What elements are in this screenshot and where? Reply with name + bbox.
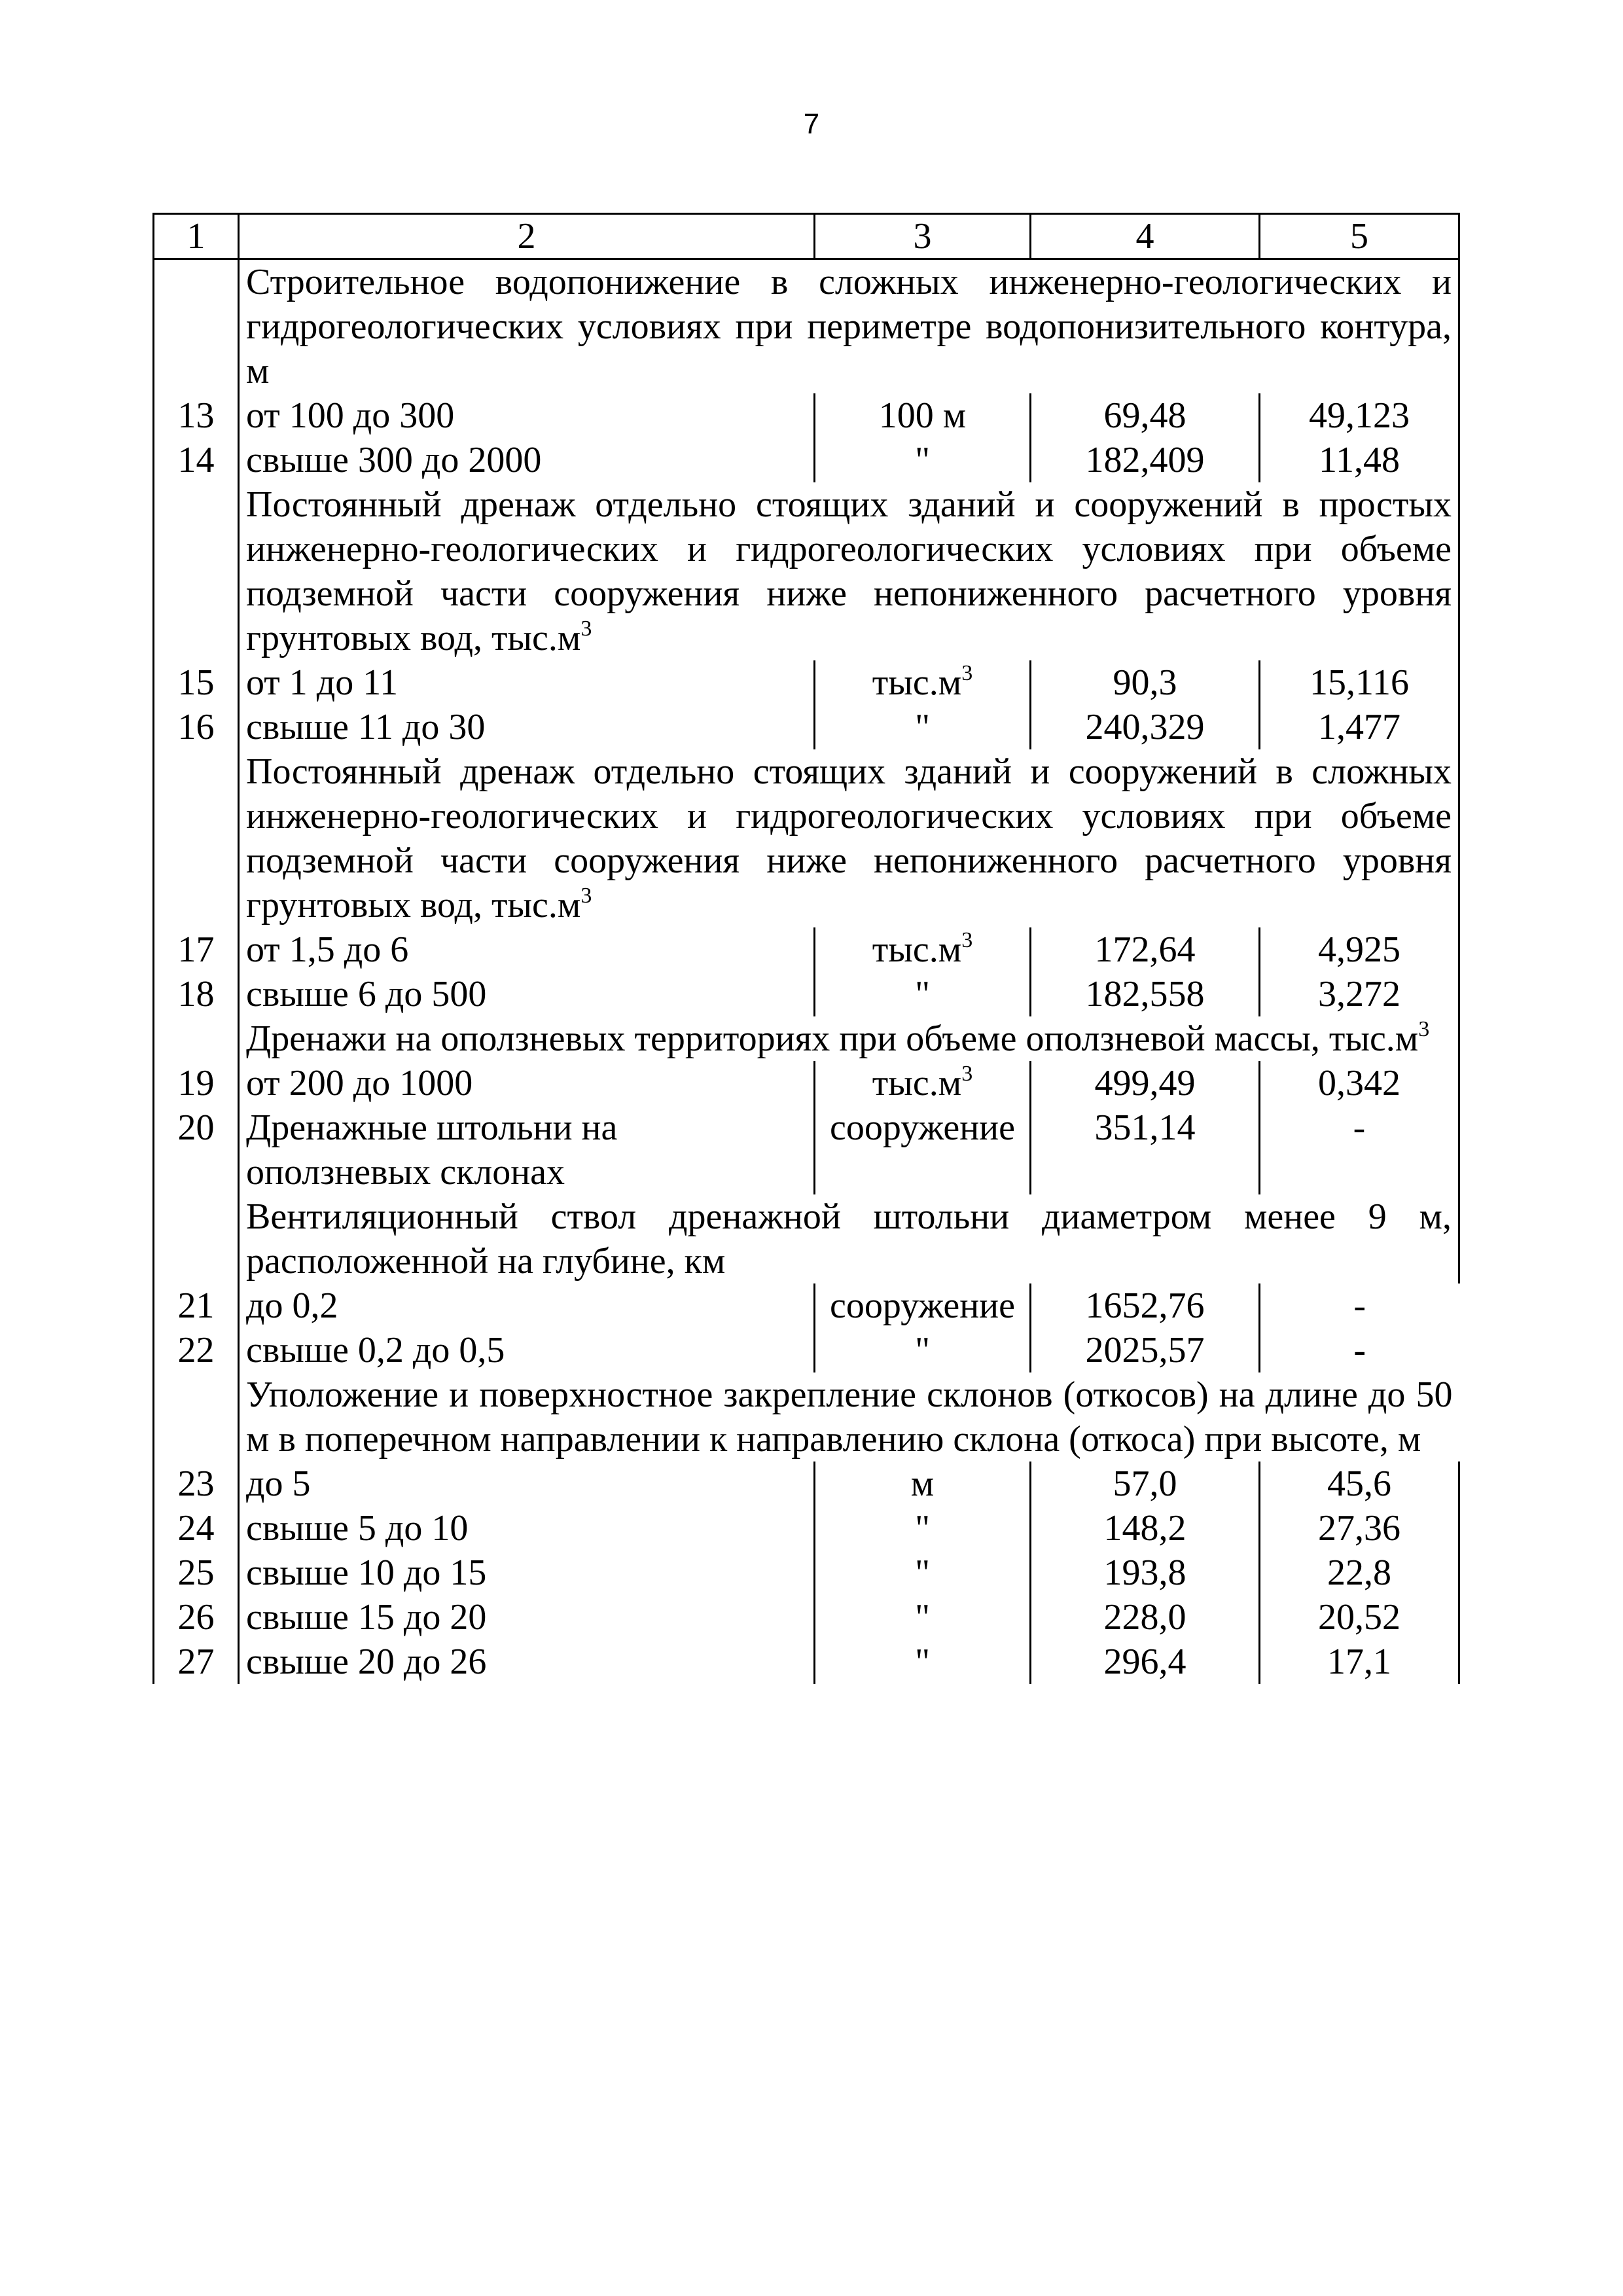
row-number: 27	[154, 1640, 239, 1684]
row-name: до 0,2	[239, 1283, 815, 1328]
row-number: 26	[154, 1595, 239, 1640]
table-row	[154, 1551, 1459, 1595]
row-name: свыше 300 до 2000	[239, 438, 815, 482]
section-title: Уположение и поверхностное закрепление склонов (откосов) на длине до 50 м в поперечном направлении к направлению склона (откоса) при высоте, м	[239, 1372, 1459, 1462]
row-value-b: 49,123	[1260, 393, 1459, 438]
table-row	[154, 1105, 1459, 1194]
table-row	[154, 972, 1459, 1016]
rates-table	[152, 213, 1460, 1684]
row-value-a: 57,0	[1031, 1462, 1260, 1506]
row-value-a: 228,0	[1031, 1595, 1260, 1640]
table-row	[154, 1283, 1459, 1328]
section-title-row	[154, 749, 1459, 927]
row-value-a: 240,329	[1031, 705, 1260, 749]
header-col-3: 3	[815, 214, 1031, 259]
table-row	[154, 705, 1459, 749]
row-unit: сооружение	[815, 1283, 1031, 1328]
row-value-a: 2025,57	[1031, 1328, 1260, 1372]
table-row	[154, 1640, 1459, 1684]
row-value-b: 11,48	[1260, 438, 1459, 482]
section-title: Постоянный дренаж отдельно стоящих зданий и сооружений в сложных инженерно-геологических и гидрогеологических условиях при объеме подземной части сооружения ниже непониженного расчетного уровня грунтовых вод, $тыс.м^3$	[239, 749, 1459, 927]
row-value-a: 193,8	[1031, 1551, 1260, 1595]
row-unit: "	[815, 1640, 1031, 1684]
section-title-row	[154, 1194, 1459, 1283]
row-number: 24	[154, 1506, 239, 1551]
row-unit: 100 м	[815, 393, 1031, 438]
row-name: свыше 11 до 30	[239, 705, 815, 749]
row-name: свыше 0,2 до 0,5	[239, 1328, 815, 1372]
row-value-b: 17,1	[1260, 1640, 1459, 1684]
row-value-b: 0,342	[1260, 1061, 1459, 1105]
row-value-b: 1,477	[1260, 705, 1459, 749]
section-title: Постоянный дренаж отдельно стоящих зданий и сооружений в простых инженерно-геологических и гидрогеологических условиях при объеме подземной части сооружения ниже непониженного расчетного уровня грунтовых вод, $тыс.м^3$	[239, 482, 1459, 660]
row-unit: "	[815, 1595, 1031, 1640]
table-header-row	[154, 214, 1459, 259]
table-row	[154, 1328, 1459, 1372]
row-number: 13	[154, 393, 239, 438]
section-title-row	[154, 259, 1459, 394]
row-value-b: -	[1260, 1283, 1459, 1328]
row-value-a: 90,3	[1031, 660, 1260, 705]
row-number: 21	[154, 1283, 239, 1328]
row-unit: "	[815, 1328, 1031, 1372]
row-number: 14	[154, 438, 239, 482]
row-value-b: 3,272	[1260, 972, 1459, 1016]
row-value-a: 172,64	[1031, 927, 1260, 972]
row-value-b: 27,36	[1260, 1506, 1459, 1551]
row-name: от 1 до 11	[239, 660, 815, 705]
row-value-a: 296,4	[1031, 1640, 1260, 1684]
row-number: 15	[154, 660, 239, 705]
table-row	[154, 1061, 1459, 1105]
section-title: Вентиляционный ствол дренажной штольни диаметром менее 9 м, расположенной на глубине, км	[239, 1194, 1459, 1283]
row-unit: "	[815, 1551, 1031, 1595]
row-number: 22	[154, 1328, 239, 1372]
section-title-row	[154, 482, 1459, 660]
row-value-b: 22,8	[1260, 1551, 1459, 1595]
row-unit: "	[815, 1506, 1031, 1551]
row-name: до 5	[239, 1462, 815, 1506]
header-col-4: 4	[1031, 214, 1260, 259]
row-number: 17	[154, 927, 239, 972]
row-unit: $тыс.м^3$	[815, 927, 1031, 972]
row-value-a: 351,14	[1031, 1105, 1260, 1194]
row-name: свыше 6 до 500	[239, 972, 815, 1016]
row-number: 16	[154, 705, 239, 749]
row-name: Дренажные штольни на оползневых склонах	[239, 1105, 815, 1194]
row-value-a: 182,409	[1031, 438, 1260, 482]
table-row	[154, 1506, 1459, 1551]
row-name: свыше 20 до 26	[239, 1640, 815, 1684]
section-title-row	[154, 1016, 1459, 1061]
row-value-b: -	[1260, 1105, 1459, 1194]
header-col-2: 2	[239, 214, 815, 259]
row-name: свыше 10 до 15	[239, 1551, 815, 1595]
row-unit: "	[815, 438, 1031, 482]
row-name: свыше 5 до 10	[239, 1506, 815, 1551]
row-value-b: -	[1260, 1328, 1459, 1372]
row-name: от 1,5 до 6	[239, 927, 815, 972]
row-unit: м	[815, 1462, 1031, 1506]
row-value-b: 4,925	[1260, 927, 1459, 972]
table-row	[154, 1462, 1459, 1506]
row-value-a: 182,558	[1031, 972, 1260, 1016]
row-unit: сооружение	[815, 1105, 1031, 1194]
row-value-a: 148,2	[1031, 1506, 1260, 1551]
row-number: 18	[154, 972, 239, 1016]
table-row	[154, 927, 1459, 972]
table-row	[154, 660, 1459, 705]
row-value-b: 45,6	[1260, 1462, 1459, 1506]
section-title: Дренажи на оползневых территориях при объеме оползневой массы, $тыс.м^3$	[239, 1016, 1459, 1061]
row-value-b: 15,116	[1260, 660, 1459, 705]
table-row	[154, 393, 1459, 438]
row-number: 19	[154, 1061, 239, 1105]
row-value-a: 69,48	[1031, 393, 1260, 438]
section-title-row	[154, 1372, 1459, 1462]
row-value-a: 499,49	[1031, 1061, 1260, 1105]
table-row	[154, 438, 1459, 482]
row-number: 20	[154, 1105, 239, 1194]
row-name: свыше 15 до 20	[239, 1595, 815, 1640]
row-name: от 200 до 1000	[239, 1061, 815, 1105]
row-unit: $тыс.м^3$	[815, 660, 1031, 705]
row-value-a: 1652,76	[1031, 1283, 1260, 1328]
row-unit: $тыс.м^3$	[815, 1061, 1031, 1105]
row-unit: "	[815, 705, 1031, 749]
section-title: Строительное водопонижение в сложных инженерно-геологических и гидрогеологических условиях при периметре водопонизительного контура, м	[239, 259, 1459, 394]
header-col-1: 1	[154, 214, 239, 259]
row-unit: "	[815, 972, 1031, 1016]
row-value-b: 20,52	[1260, 1595, 1459, 1640]
page-number: 7	[803, 108, 820, 140]
header-col-5: 5	[1260, 214, 1459, 259]
row-number: 25	[154, 1551, 239, 1595]
row-number: 23	[154, 1462, 239, 1506]
table-row	[154, 1595, 1459, 1640]
row-name: от 100 до 300	[239, 393, 815, 438]
